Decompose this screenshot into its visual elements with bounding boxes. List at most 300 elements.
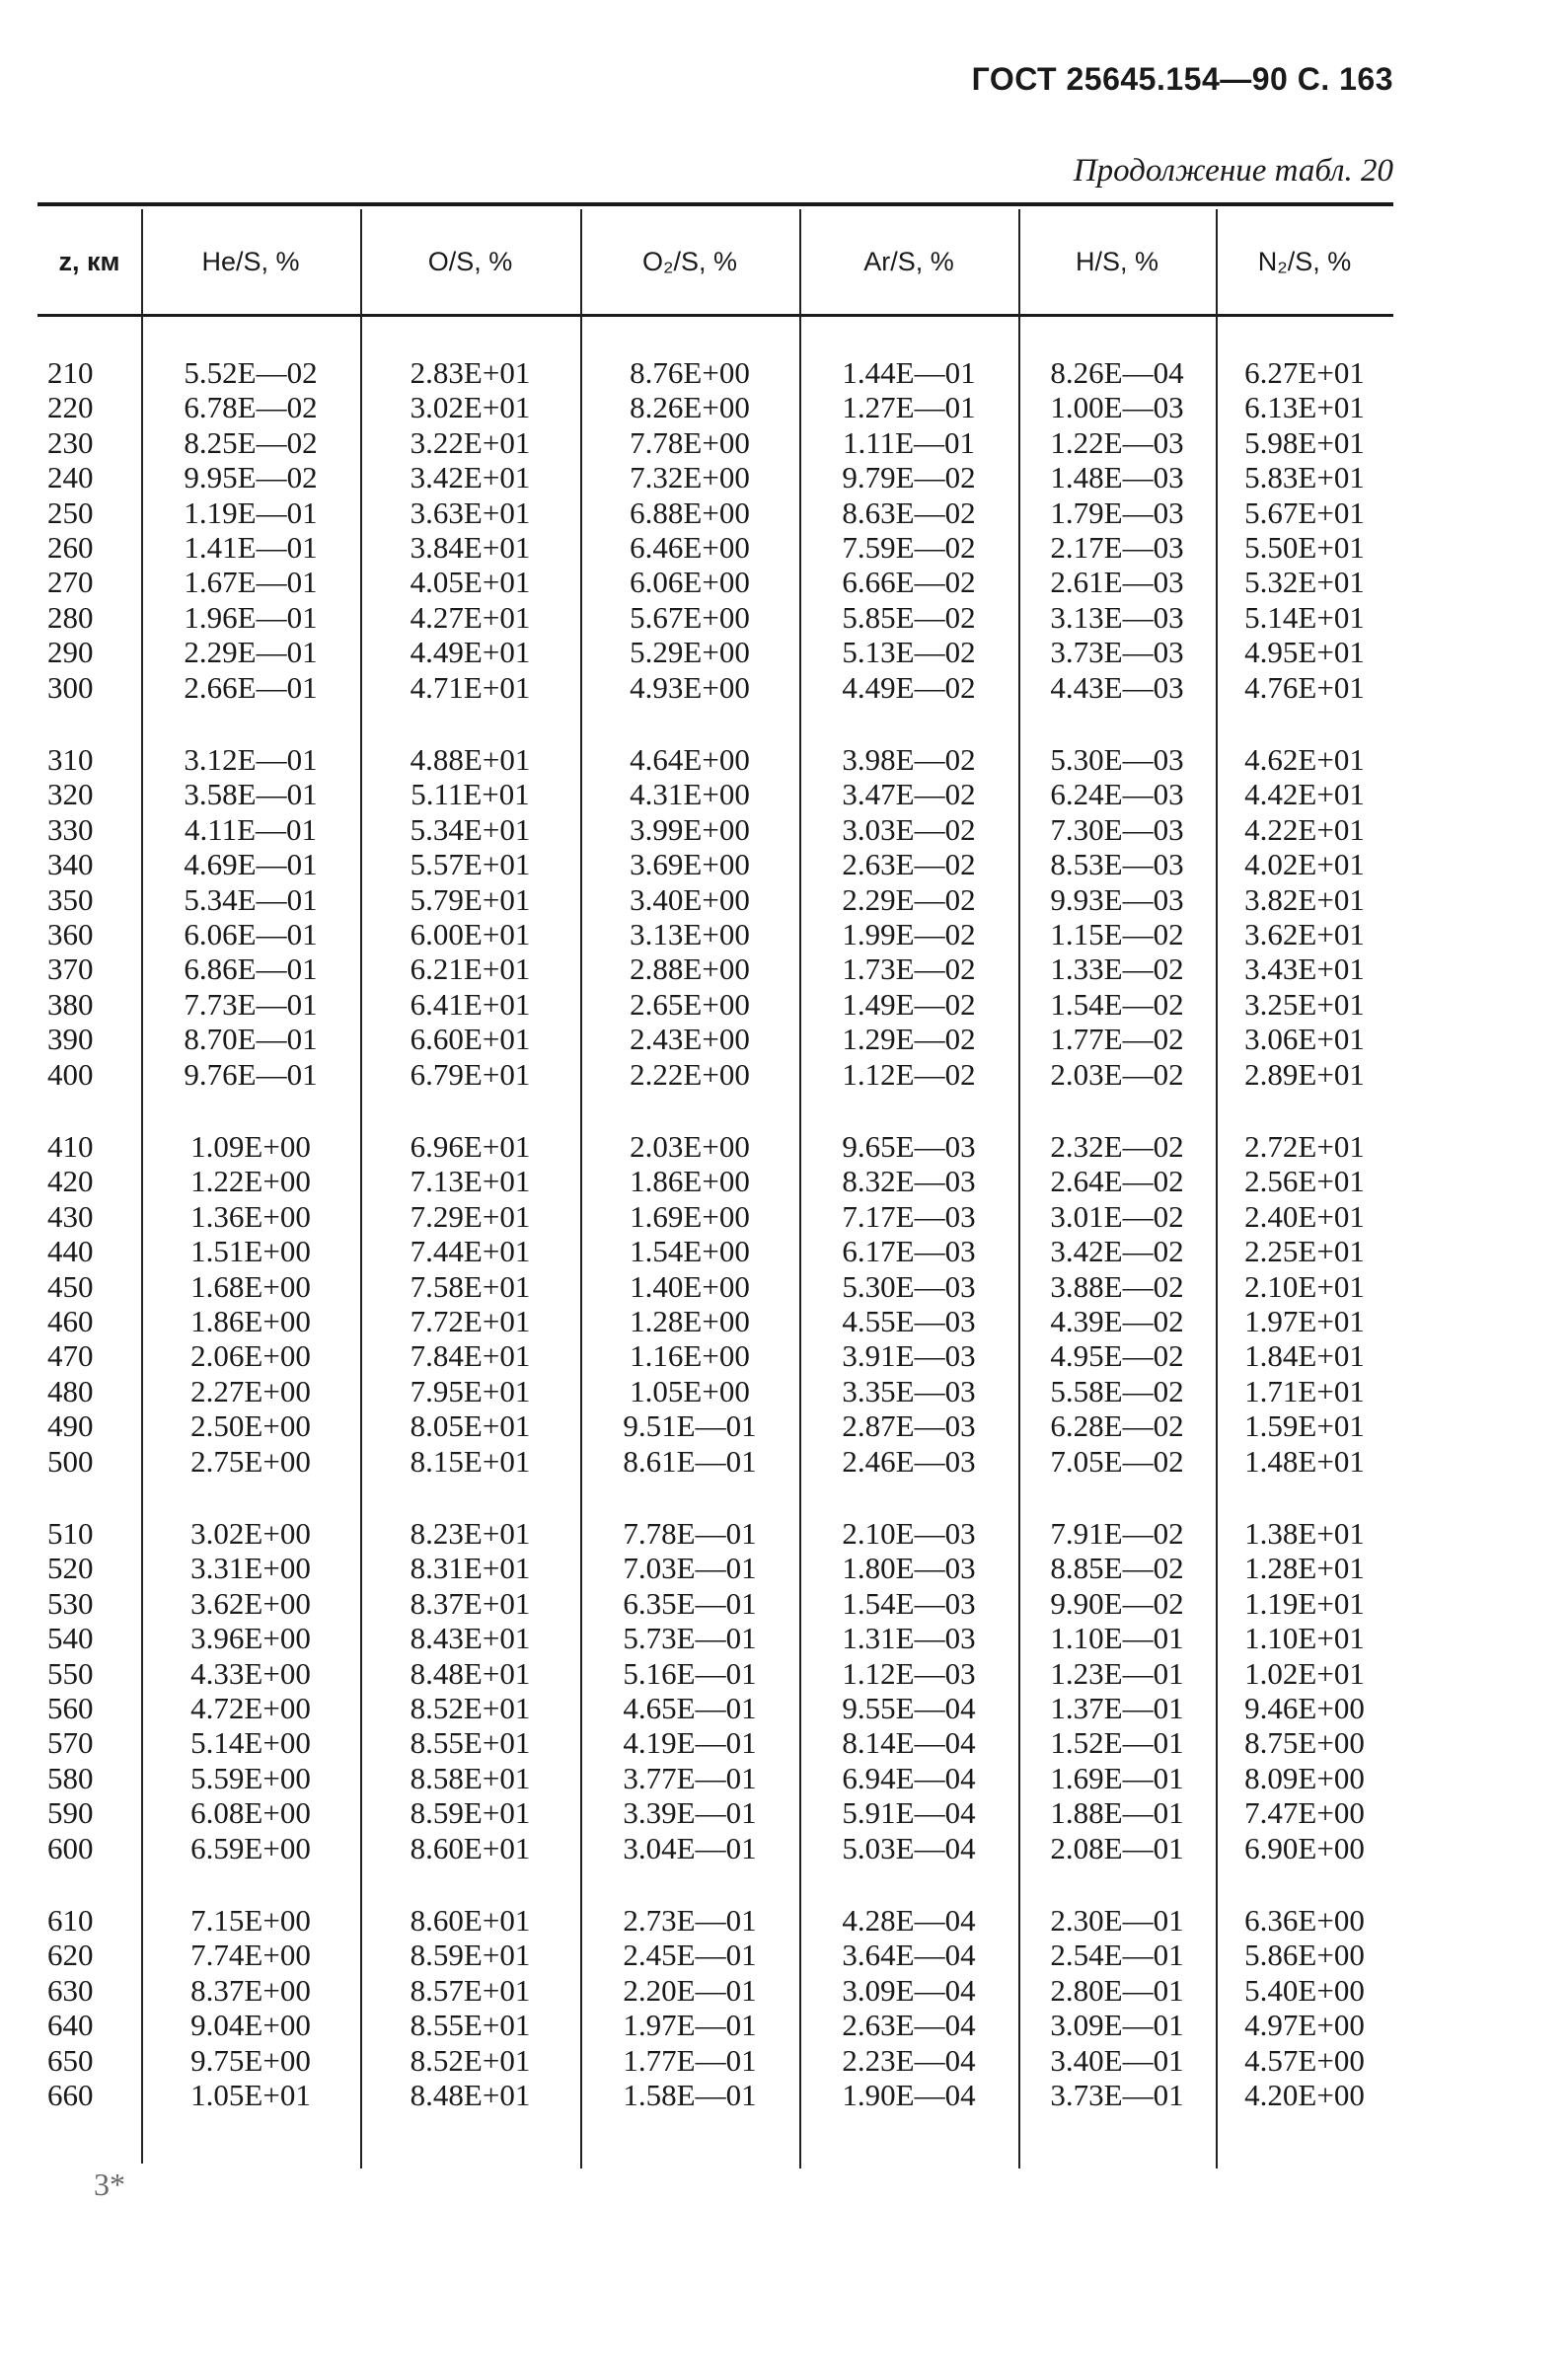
value-cell: 8.48E+01 [410,1655,531,1691]
value-cell: 5.03E—04 [842,1830,976,1865]
value-cell: 1.71E+01 [1244,1373,1365,1408]
value-cell: 1.36E+00 [190,1198,311,1234]
value-cell: 5.83E+01 [1244,460,1365,495]
value-cell: 1.59E+01 [1244,1408,1365,1444]
value-cell: 4.02E+01 [1244,847,1365,882]
table-row [0,670,1568,706]
value-cell: 2.66E—01 [184,669,318,705]
value-cell: 3.84E+01 [410,530,531,565]
table-row [0,1551,1568,1586]
altitude-cell: 470 [47,1338,94,1374]
value-cell: 7.78E+00 [630,424,750,460]
value-cell: 8.61E—01 [623,1443,757,1479]
value-cell: 1.97E—01 [623,2008,757,2043]
value-cell: 4.27E+01 [410,599,531,635]
value-cell: 2.63E—02 [842,847,976,882]
value-cell: 2.06E+00 [190,1338,311,1374]
value-cell: 2.32E—02 [1050,1129,1184,1164]
value-cell: 2.54E—01 [1050,1938,1184,1973]
value-cell: 9.04E+00 [190,2008,311,2043]
value-cell: 1.69E—01 [1050,1760,1184,1795]
value-cell: 9.46E+00 [1244,1691,1365,1725]
value-cell: 3.73E—01 [1050,2078,1184,2112]
value-cell: 8.26E+00 [630,390,750,425]
value-cell: 8.59E+01 [410,1938,531,1973]
table-row [0,812,1568,848]
value-cell: 9.75E+00 [190,2042,311,2078]
value-cell: 6.36E+00 [1244,1903,1365,1938]
table-row [0,2043,1568,2079]
table-row [0,565,1568,600]
altitude-cell: 630 [47,1972,94,2008]
altitude-cell: 520 [47,1551,94,1586]
value-cell: 3.06E+01 [1244,1022,1365,1057]
value-cell: 3.82E+01 [1244,881,1365,917]
value-cell: 8.75E+00 [1244,1725,1365,1761]
value-cell: 6.60E+01 [410,1022,531,1057]
value-cell: 5.40E+00 [1244,1972,1365,2008]
table-row [0,1725,1568,1761]
value-cell: 2.03E—02 [1050,1056,1184,1092]
value-cell: 8.32E—03 [842,1164,976,1199]
value-cell: 4.19E—01 [623,1725,757,1761]
value-cell: 6.78E—02 [184,390,318,425]
value-cell: 8.85E—02 [1050,1551,1184,1586]
value-cell: 4.88E+01 [410,742,531,777]
table-row [0,355,1568,391]
value-cell: 2.73E—01 [623,1903,757,1938]
value-cell: 3.88E—02 [1050,1268,1184,1304]
value-cell: 2.29E—01 [184,635,318,670]
value-cell: 4.49E+01 [410,635,531,670]
value-cell: 6.13E+01 [1244,390,1365,425]
value-cell: 1.28E+01 [1244,1551,1365,1586]
value-cell: 3.35E—03 [842,1373,976,1408]
altitude-cell: 570 [47,1725,94,1761]
value-cell: 3.63E+01 [410,494,531,530]
altitude-cell: 310 [47,742,94,777]
value-cell: 5.67E+01 [1244,494,1365,530]
value-cell: 7.05E—02 [1050,1443,1184,1479]
altitude-cell: 600 [47,1830,94,1865]
table-header-rule [37,314,1393,317]
altitude-cell: 270 [47,565,94,600]
value-cell: 8.23E+01 [410,1516,531,1551]
value-cell: 8.09E+00 [1244,1760,1365,1795]
table-row [0,1938,1568,1973]
value-cell: 1.86E+00 [190,1304,311,1338]
value-cell: 4.95E—02 [1050,1338,1184,1374]
value-cell: 8.60E+01 [410,1830,531,1865]
value-cell: 4.55E—03 [842,1304,976,1338]
value-cell: 2.72E+01 [1244,1129,1365,1164]
value-cell: 4.97E+00 [1244,2008,1365,2043]
value-cell: 1.05E+00 [630,1373,750,1408]
altitude-cell: 380 [47,986,94,1022]
table-row [0,1831,1568,1866]
altitude-cell: 290 [47,635,94,670]
value-cell: 9.65E—03 [842,1129,976,1164]
altitude-cell: 330 [47,811,94,847]
table-row [0,460,1568,495]
value-cell: 1.31E—03 [842,1621,976,1656]
table-top-rule [37,202,1393,206]
value-cell: 2.03E+00 [630,1129,750,1164]
altitude-cell: 530 [47,1585,94,1621]
value-cell: 6.86E—01 [184,951,318,987]
value-cell: 5.13E—02 [842,635,976,670]
value-cell: 1.05E+01 [190,2078,311,2112]
table-row [0,847,1568,882]
table-row [0,1586,1568,1622]
table-row [0,777,1568,812]
value-cell: 3.22E+01 [410,424,531,460]
value-cell: 4.65E—01 [623,1691,757,1725]
value-cell: 5.16E—01 [623,1655,757,1691]
value-cell: 3.43E+01 [1244,951,1365,987]
table-row [0,425,1568,461]
altitude-cell: 280 [47,599,94,635]
value-cell: 4.42E+01 [1244,777,1365,812]
value-cell: 1.80E—03 [842,1551,976,1586]
altitude-cell: 300 [47,669,94,705]
value-cell: 3.09E—01 [1050,2008,1184,2043]
table-continuation-caption: Продолжение табл. 20 [1073,153,1393,189]
value-cell: 1.73E—02 [842,951,976,987]
value-cell: 1.11E—01 [842,424,976,460]
value-cell: 5.32E+01 [1244,565,1365,600]
value-cell: 8.63E—02 [842,494,976,530]
value-cell: 2.64E—02 [1050,1164,1184,1199]
value-cell: 4.69E—01 [184,847,318,882]
value-cell: 1.58E—01 [623,2078,757,2112]
value-cell: 1.28E+00 [630,1304,750,1338]
value-cell: 3.40E—01 [1050,2042,1184,2078]
value-cell: 5.58E—02 [1050,1373,1184,1408]
value-cell: 9.79E—02 [842,460,976,495]
value-cell: 7.03E—01 [623,1551,757,1586]
value-cell: 1.09E+00 [190,1129,311,1164]
value-cell: 4.93E+00 [630,669,750,705]
table-row [0,882,1568,918]
value-cell: 8.57E+01 [410,1972,531,2008]
value-cell: 2.89E+01 [1244,1056,1365,1092]
value-cell: 3.02E+00 [190,1516,311,1551]
table-row [0,1164,1568,1199]
value-cell: 3.13E—03 [1050,599,1184,635]
value-cell: 1.02E+01 [1244,1655,1365,1691]
value-cell: 2.46E—03 [842,1443,976,1479]
value-cell: 1.54E+00 [630,1234,750,1269]
value-cell: 6.08E+00 [190,1795,311,1831]
value-cell: 5.98E+01 [1244,424,1365,460]
value-cell: 5.91E—04 [842,1795,976,1831]
value-cell: 4.31E+00 [630,777,750,812]
value-cell: 1.52E—01 [1050,1725,1184,1761]
value-cell: 3.42E—02 [1050,1234,1184,1269]
value-cell: 2.25E+01 [1244,1234,1365,1269]
value-cell: 8.37E+00 [190,1972,311,2008]
value-cell: 3.02E+01 [410,390,531,425]
altitude-cell: 220 [47,390,94,425]
table-row [0,987,1568,1023]
value-cell: 8.15E+01 [410,1443,531,1479]
value-cell: 1.00E—03 [1050,390,1184,425]
value-cell: 1.37E—01 [1050,1691,1184,1725]
table-row [0,1761,1568,1796]
value-cell: 3.09E—04 [842,1972,976,2008]
value-cell: 2.17E—03 [1050,530,1184,565]
value-cell: 1.69E+00 [630,1198,750,1234]
value-cell: 2.20E—01 [623,1972,757,2008]
value-cell: 6.24E—03 [1050,777,1184,812]
value-cell: 1.23E—01 [1050,1655,1184,1691]
value-cell: 5.14E+01 [1244,599,1365,635]
value-cell: 3.98E—02 [842,742,976,777]
value-cell: 1.90E—04 [842,2078,976,2112]
value-cell: 1.96E—01 [184,599,318,635]
column-header: He/S, % [201,247,300,276]
value-cell: 8.76E+00 [630,355,750,390]
altitude-cell: 610 [47,1903,94,1938]
value-cell: 6.00E+01 [410,917,531,951]
value-cell: 8.31E+01 [410,1551,531,1586]
value-cell: 5.34E+01 [410,811,531,847]
value-cell: 8.05E+01 [410,1408,531,1444]
altitude-cell: 370 [47,951,94,987]
value-cell: 2.23E—04 [842,2042,976,2078]
value-cell: 1.84E+01 [1244,1338,1365,1374]
table-row [0,1338,1568,1374]
altitude-cell: 420 [47,1164,94,1199]
table-row [0,1408,1568,1444]
value-cell: 3.99E+00 [630,811,750,847]
value-cell: 8.52E+01 [410,2042,531,2078]
value-cell: 4.62E+01 [1244,742,1365,777]
altitude-cell: 410 [47,1129,94,1164]
altitude-cell: 460 [47,1304,94,1338]
altitude-cell: 590 [47,1795,94,1831]
page-footnote-mark: 3* [94,2167,125,2202]
value-cell: 1.41E—01 [184,530,318,565]
value-cell: 3.25E+01 [1244,986,1365,1022]
table-row [0,1199,1568,1235]
value-cell: 7.91E—02 [1050,1516,1184,1551]
value-cell: 1.67E—01 [184,565,318,600]
value-cell: 2.65E+00 [630,986,750,1022]
value-cell: 7.13E+01 [410,1164,531,1199]
altitude-cell: 230 [47,424,94,460]
table-row [0,390,1568,425]
value-cell: 7.73E—01 [184,986,318,1022]
value-cell: 1.54E—03 [842,1585,976,1621]
value-cell: 7.58E+01 [410,1268,531,1304]
value-cell: 7.29E+01 [410,1198,531,1234]
altitude-cell: 660 [47,2078,94,2112]
value-cell: 2.45E—01 [623,1938,757,1973]
table-row [0,1057,1568,1093]
altitude-cell: 400 [47,1056,94,1092]
value-cell: 2.10E+01 [1244,1268,1365,1304]
value-cell: 3.42E+01 [410,460,531,495]
value-cell: 3.04E—01 [623,1830,757,1865]
value-cell: 7.72E+01 [410,1304,531,1338]
value-cell: 1.19E+01 [1244,1585,1365,1621]
value-cell: 1.48E+01 [1244,1443,1365,1479]
value-cell: 2.83E+01 [410,355,531,390]
column-header: O₂/S, % [641,247,737,276]
value-cell: 2.40E+01 [1244,1198,1365,1234]
value-cell: 8.37E+01 [410,1585,531,1621]
table-row [0,1621,1568,1656]
value-cell: 1.51E+00 [190,1234,311,1269]
altitude-cell: 240 [47,460,94,495]
value-cell: 3.73E—03 [1050,635,1184,670]
value-cell: 3.01E—02 [1050,1198,1184,1234]
value-cell: 4.39E—02 [1050,1304,1184,1338]
value-cell: 2.27E+00 [190,1373,311,1408]
altitude-cell: 250 [47,494,94,530]
table-row [0,917,1568,952]
value-cell: 7.84E+01 [410,1338,531,1374]
value-cell: 1.97E+01 [1244,1304,1365,1338]
value-cell: 5.67E+00 [630,599,750,635]
value-cell: 4.95E+01 [1244,635,1365,670]
value-cell: 9.55E—04 [842,1691,976,1725]
altitude-cell: 390 [47,1022,94,1057]
value-cell: 2.08E—01 [1050,1830,1184,1865]
value-cell: 5.50E+01 [1244,530,1365,565]
altitude-cell: 440 [47,1234,94,1269]
value-cell: 4.28E—04 [842,1903,976,1938]
value-cell: 2.29E—02 [842,881,976,917]
value-cell: 1.79E—03 [1050,494,1184,530]
value-cell: 1.49E—02 [842,986,976,1022]
value-cell: 6.06E+00 [630,565,750,600]
value-cell: 8.55E+01 [410,2008,531,2043]
value-cell: 1.19E—01 [184,494,318,530]
altitude-cell: 640 [47,2008,94,2043]
value-cell: 1.12E—02 [842,1056,976,1092]
value-cell: 1.16E+00 [630,1338,750,1374]
column-header: Ar/S, % [863,247,954,276]
table-row [0,1022,1568,1057]
value-cell: 5.73E—01 [623,1621,757,1656]
value-cell: 4.20E+00 [1244,2078,1365,2112]
table-row [0,1304,1568,1339]
value-cell: 1.40E+00 [630,1268,750,1304]
value-cell: 5.85E—02 [842,599,976,635]
altitude-cell: 550 [47,1655,94,1691]
value-cell: 8.58E+01 [410,1760,531,1795]
value-cell: 3.96E+00 [190,1621,311,1656]
value-cell: 3.12E—01 [184,742,318,777]
table-row [0,1374,1568,1409]
value-cell: 3.62E+01 [1244,917,1365,951]
value-cell: 6.96E+01 [410,1129,531,1164]
table-row [0,1444,1568,1480]
altitude-cell: 500 [47,1443,94,1479]
value-cell: 8.48E+01 [410,2078,531,2112]
altitude-cell: 320 [47,777,94,812]
altitude-cell: 650 [47,2042,94,2078]
value-cell: 7.32E+00 [630,460,750,495]
altitude-cell: 210 [47,355,94,390]
table-row [0,635,1568,670]
value-cell: 7.17E—03 [842,1198,976,1234]
value-cell: 1.68E+00 [190,1268,311,1304]
value-cell: 4.72E+00 [190,1691,311,1725]
value-cell: 6.17E—03 [842,1234,976,1269]
table-row [0,600,1568,636]
value-cell: 3.40E+00 [630,881,750,917]
value-cell: 5.34E—01 [184,881,318,917]
value-cell: 1.54E—02 [1050,986,1184,1022]
value-cell: 4.11E—01 [184,811,318,847]
value-cell: 5.86E+00 [1244,1938,1365,1973]
table-row [0,1656,1568,1692]
table-row [0,1234,1568,1269]
table-row [0,1973,1568,2009]
column-header: O/S, % [427,247,513,276]
value-cell: 2.50E+00 [190,1408,311,1444]
altitude-cell: 620 [47,1938,94,1973]
value-cell: 6.66E—02 [842,565,976,600]
value-cell: 7.44E+01 [410,1234,531,1269]
table-row [0,1516,1568,1552]
altitude-cell: 340 [47,847,94,882]
value-cell: 4.33E+00 [190,1655,311,1691]
value-cell: 6.59E+00 [190,1830,311,1865]
value-cell: 1.77E—02 [1050,1022,1184,1057]
value-cell: 6.79E+01 [410,1056,531,1092]
value-cell: 3.31E+00 [190,1551,311,1586]
value-cell: 1.77E—01 [623,2042,757,2078]
table-row [0,495,1568,531]
value-cell: 6.21E+01 [410,951,531,987]
value-cell: 1.27E—01 [842,390,976,425]
value-cell: 4.71E+01 [410,669,531,705]
value-cell: 9.90E—02 [1050,1585,1184,1621]
value-cell: 8.43E+01 [410,1621,531,1656]
value-cell: 9.93E—03 [1050,881,1184,917]
value-cell: 3.03E—02 [842,811,976,847]
value-cell: 1.38E+01 [1244,1516,1365,1551]
value-cell: 1.22E+00 [190,1164,311,1199]
value-cell: 1.10E+01 [1244,1621,1365,1656]
value-cell: 7.74E+00 [190,1938,311,1973]
value-cell: 2.43E+00 [630,1022,750,1057]
value-cell: 6.35E—01 [623,1585,757,1621]
value-cell: 2.30E—01 [1050,1903,1184,1938]
value-cell: 9.76E—01 [184,1056,318,1092]
value-cell: 4.49E—02 [842,669,976,705]
value-cell: 2.75E+00 [190,1443,311,1479]
value-cell: 7.47E+00 [1244,1795,1365,1831]
value-cell: 1.86E+00 [630,1164,750,1199]
value-cell: 6.90E+00 [1244,1830,1365,1865]
value-cell: 2.10E—03 [842,1516,976,1551]
value-cell: 2.87E—03 [842,1408,976,1444]
value-cell: 5.30E—03 [842,1268,976,1304]
value-cell: 8.53E—03 [1050,847,1184,882]
value-cell: 4.76E+01 [1244,669,1365,705]
value-cell: 1.22E—03 [1050,424,1184,460]
table-row [0,2008,1568,2043]
value-cell: 3.77E—01 [623,1760,757,1795]
table-row [0,951,1568,987]
value-cell: 4.22E+01 [1244,811,1365,847]
